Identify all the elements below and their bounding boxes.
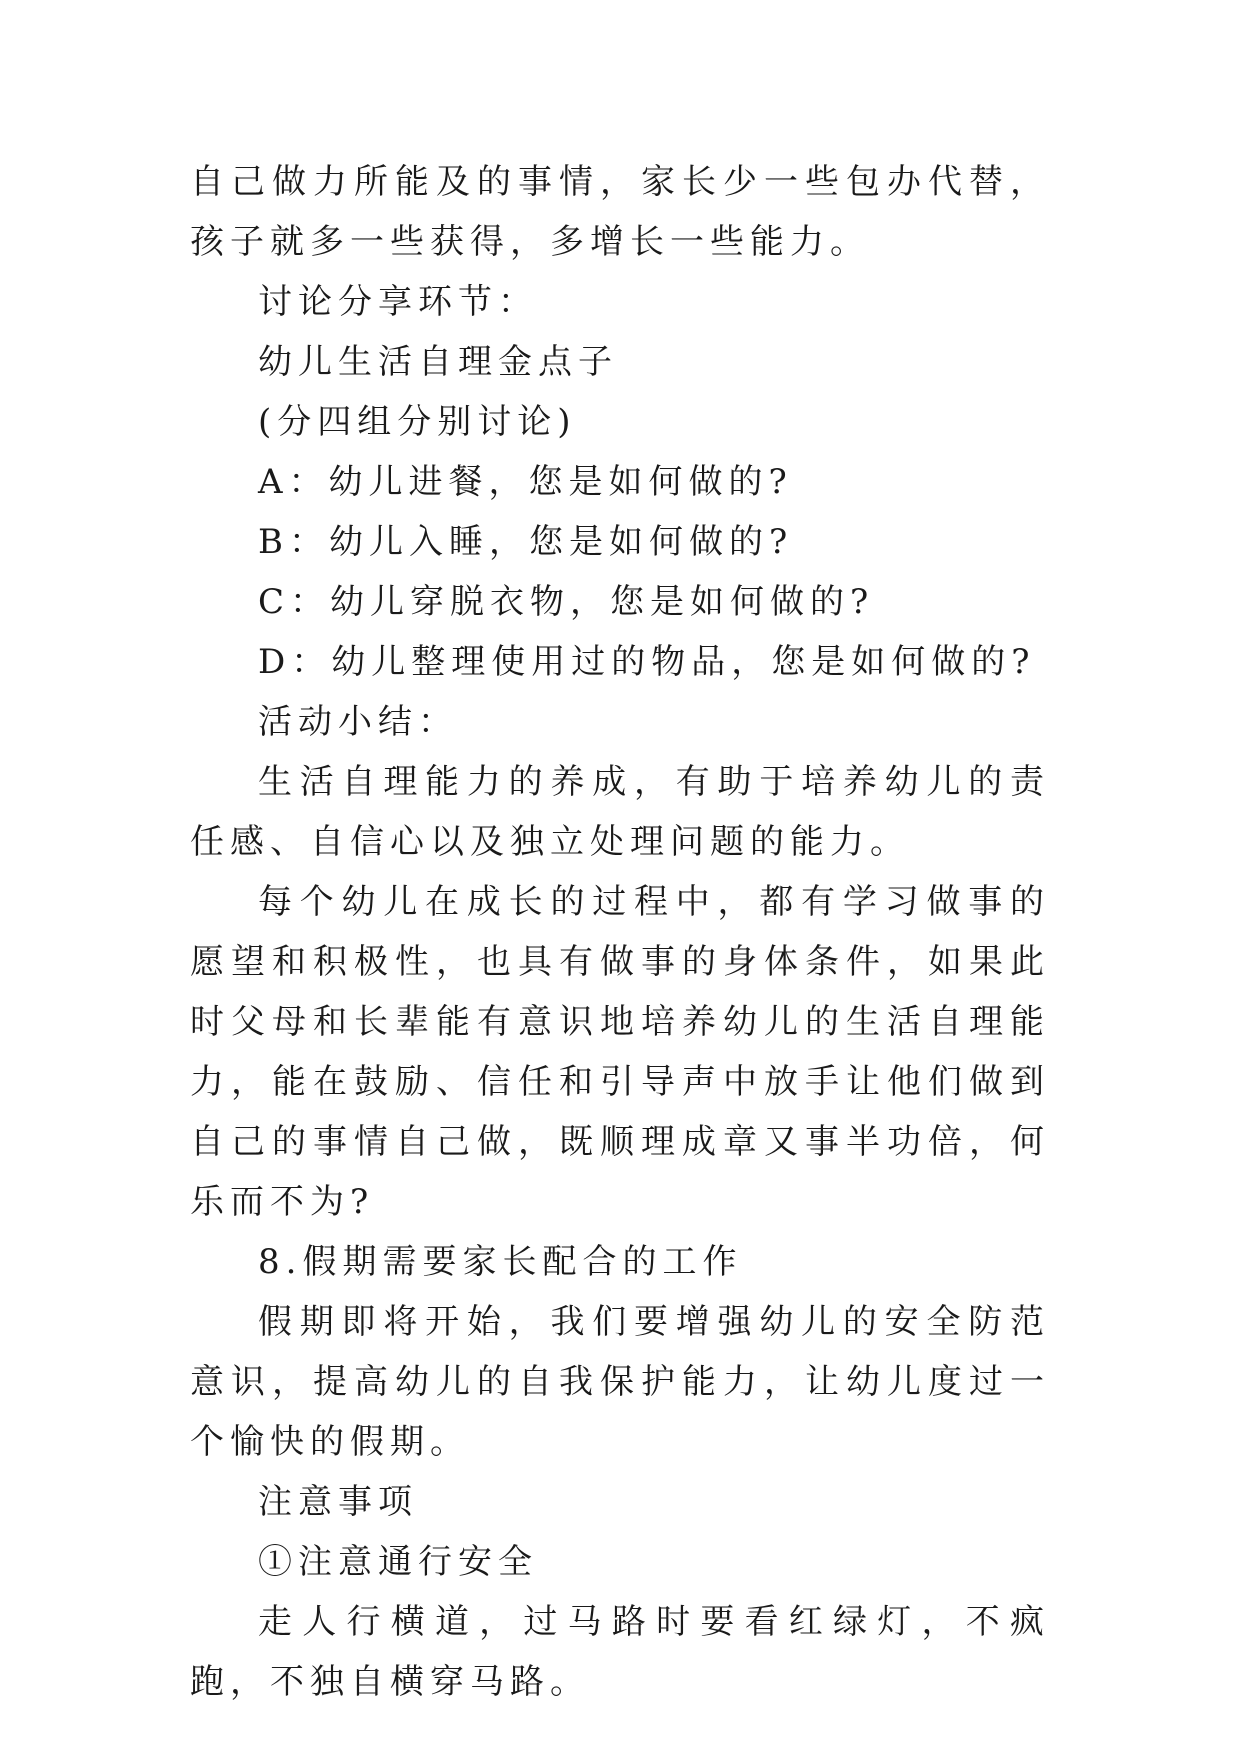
discussion-heading: 讨论分享环节： xyxy=(258,282,538,322)
question-c: C：幼儿穿脱衣物，您是如何做的? xyxy=(258,582,875,622)
note-item-1-body: 走人行横道，过马路时要看红绿灯，不疯跑，不独自横穿马路。 xyxy=(190,1602,1050,1702)
question-a: A：幼儿进餐，您是如何做的? xyxy=(258,462,793,502)
question-b: B：幼儿入睡，您是如何做的? xyxy=(258,522,794,562)
summary-paragraph-1: 生活自理能力的养成，有助于培养幼儿的责任感、自信心以及独立处理问题的能力。 xyxy=(190,762,1050,862)
holiday-intro-paragraph: 假期即将开始，我们要增强幼儿的安全防范意识，提高幼儿的自我保护能力，让幼儿度过一个愉快的假期。 xyxy=(190,1302,1050,1462)
note-item-1-title: ①注意通行安全 xyxy=(258,1542,538,1582)
paragraph-continuation: 自己做力所能及的事情，家长少一些包办代替，孩子就多一些获得，多增长一些能力。 xyxy=(190,162,1050,262)
summary-heading: 活动小结： xyxy=(258,702,458,742)
question-d: D：幼儿整理使用过的物品，您是如何做的? xyxy=(258,642,1036,682)
discussion-topic: 幼儿生活自理金点子 xyxy=(258,342,618,382)
summary-paragraph-2: 每个幼儿在成长的过程中，都有学习做事的愿望和积极性，也具有做事的身体条件，如果此时父母和长辈能有意识地培养幼儿的生活自理能力，能在鼓励、信任和引导声中放手让他们做到自己的事情自己做，既顺理成章又事半功倍，何乐而不为? xyxy=(190,882,1050,1222)
notes-heading: 注意事项 xyxy=(258,1482,418,1522)
section-heading-holiday: 8.假期需要家长配合的工作 xyxy=(258,1242,743,1282)
discussion-grouping: (分四组分别讨论) xyxy=(258,402,577,442)
document-body xyxy=(190,152,1050,1712)
